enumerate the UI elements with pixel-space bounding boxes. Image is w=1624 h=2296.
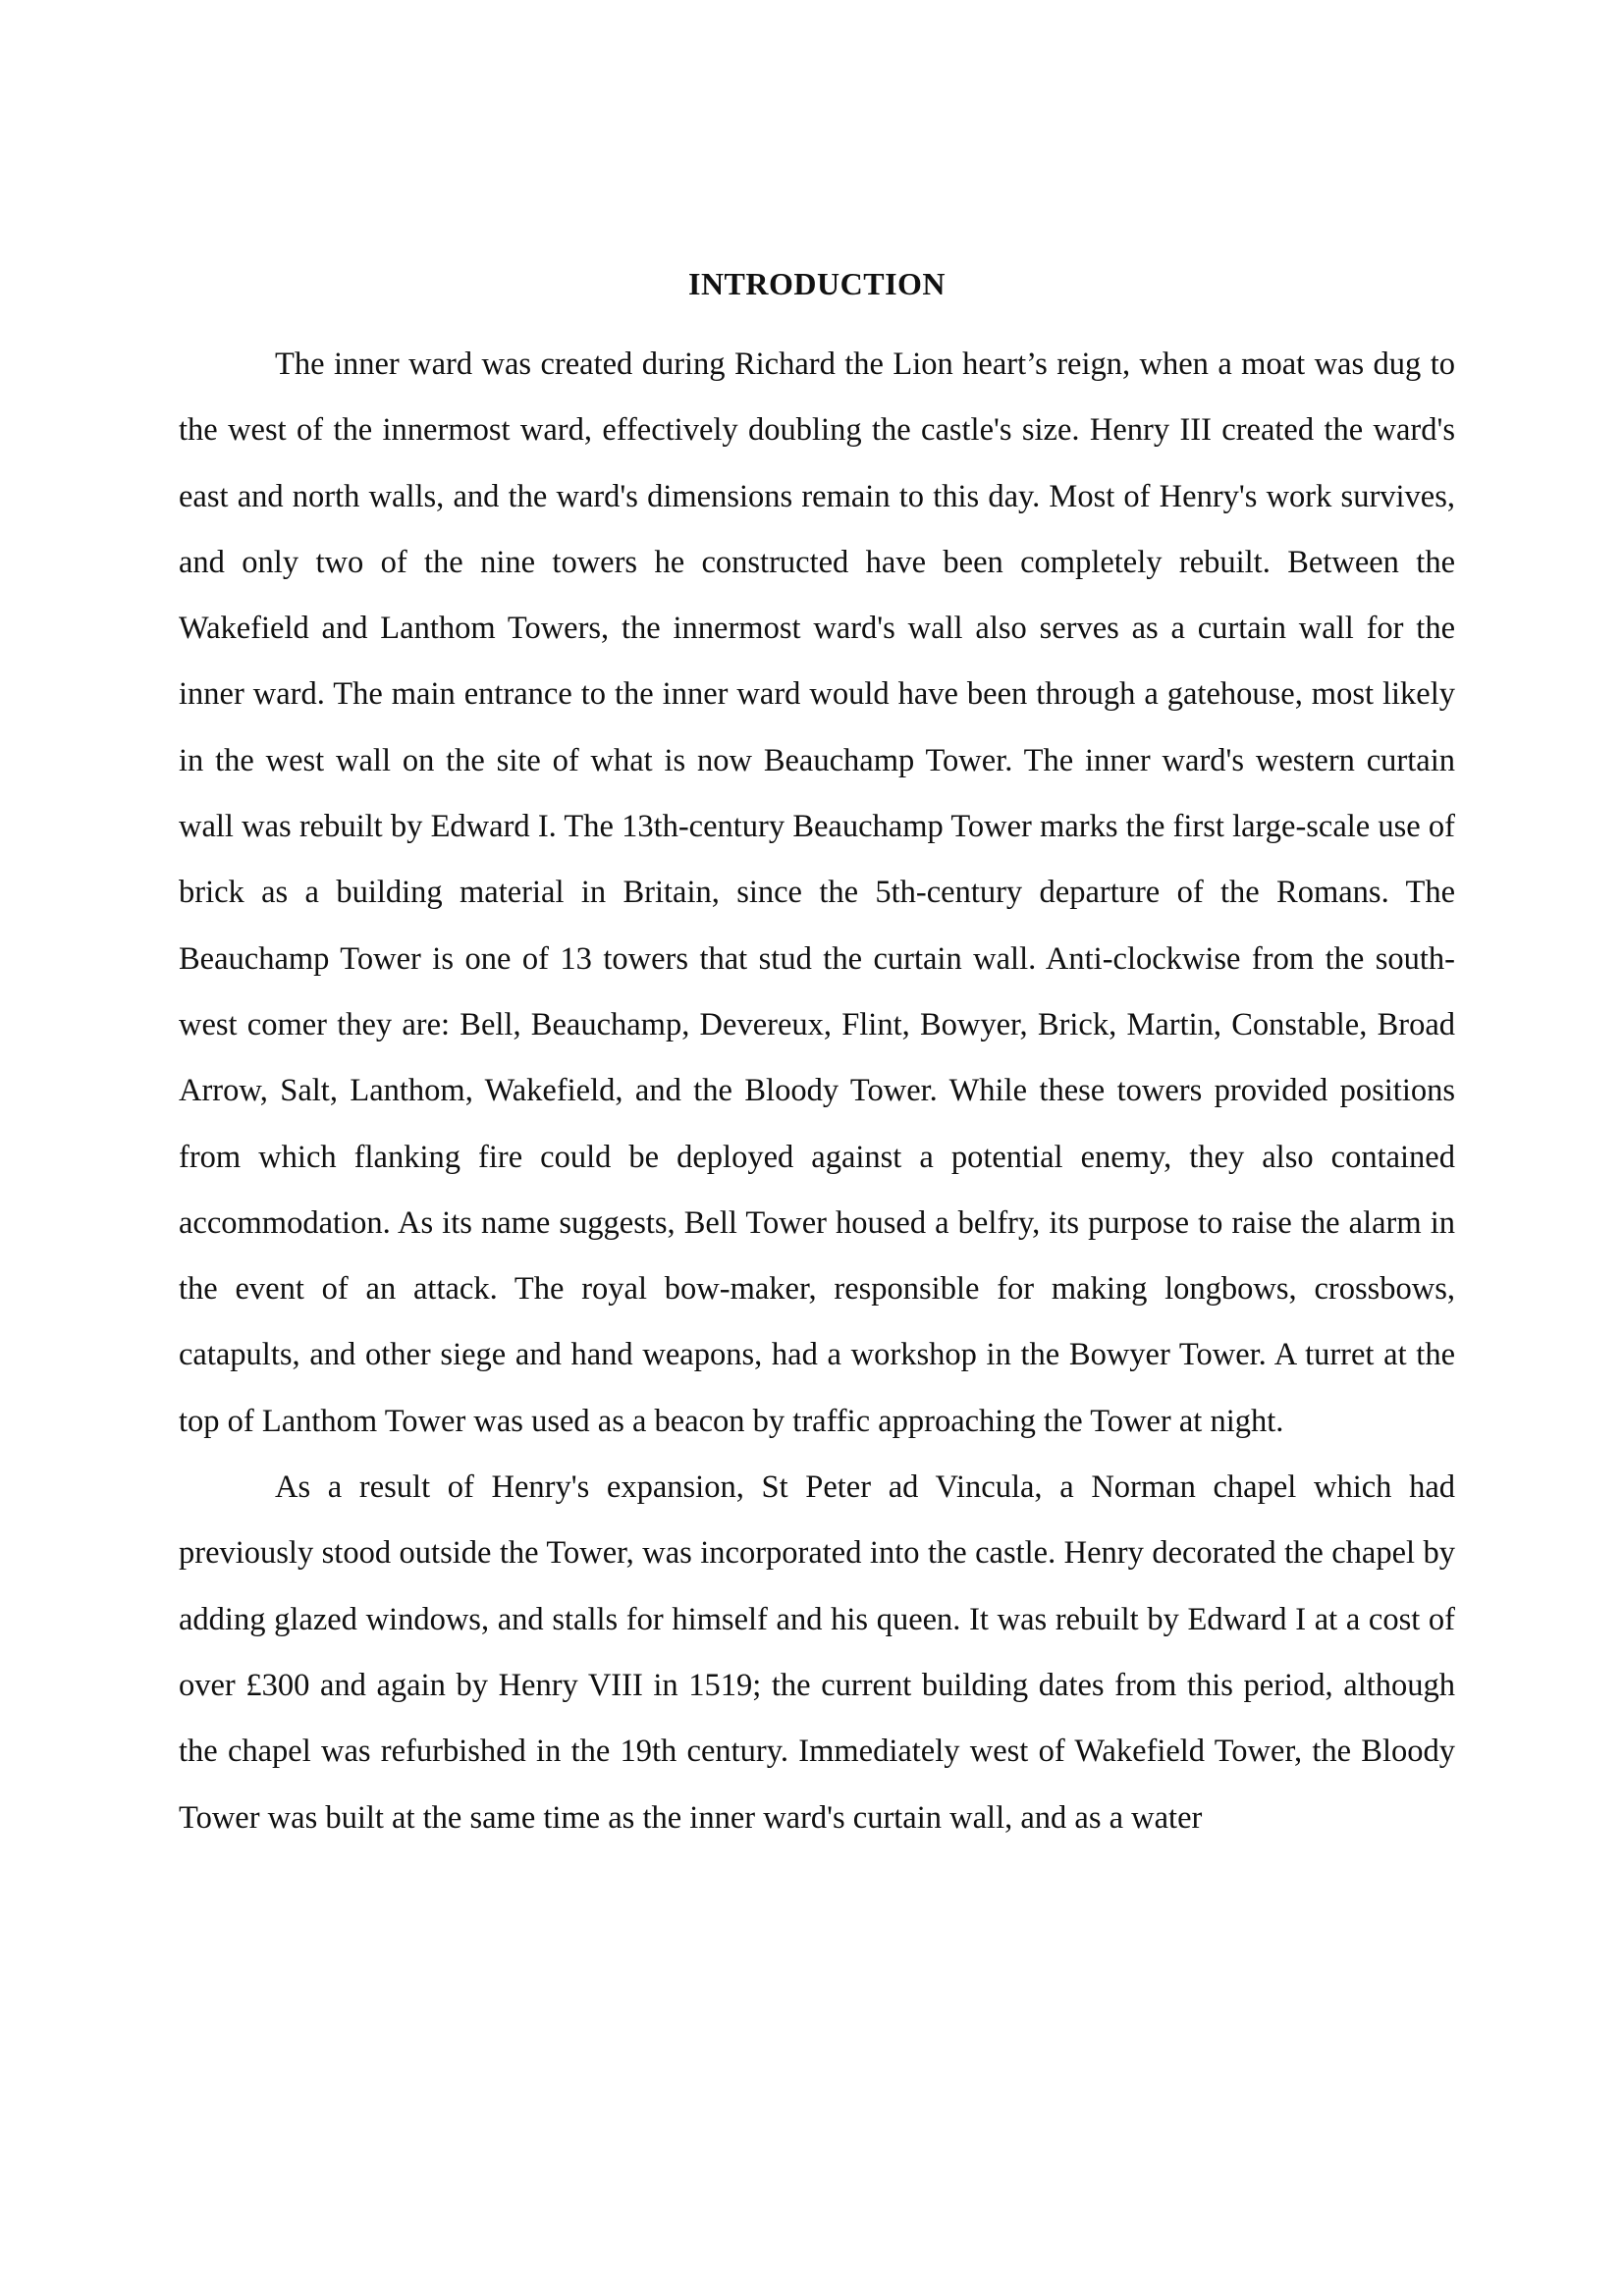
paragraph-1: The inner ward was created during Richard the Lion heart’s reign, when a moat was dug to the west of the innermost ward, effectively doubling the castle's size. Henry III created the ward's east and north walls, and the ward's dimensions remain to this day. Most of Henry's work survives, and only two of the nine towers he constructed have been completely rebuilt. Between the Wakefield and Lanthom Towers, the innermost ward's wall also serves as a curtain wall for the inner ward. The main entrance to the inner ward would have been through a gatehouse, most likely in the west wall on the site of what is now Beauchamp Tower. The inner ward's western curtain wall was rebuilt by Edward I. The 13th-century Beauchamp Tower marks the first large-scale use of brick as a building material in Britain, since the 5th-century departure of the Romans. The Beauchamp Tower is one of 13 towers that stud the curtain wall. Anti-clockwise from the south-west comer they are: Bell, Beauchamp, Devereux, Flint, Bowyer, Brick, Martin, Constable, Broad Arrow, Salt, Lanthom, Wakefield, and the Bloody Tower. While these towers provided positions from which flanking fire could be deployed against a potential enemy, they also contained accommodation. As its name suggests, Bell Tower housed a belfry, its purpose to raise the alarm in the event of an attack. The royal bow-maker, responsible for making longbows, crossbows, catapults, and other siege and hand weapons, had a workshop in the Bowyer Tower. A turret at the top of Lanthom Tower was used as a beacon by traffic approaching the Tower at night. <box>179 347 1455 1439</box>
document-body <box>179 257 1455 1851</box>
paragraph-2: As a result of Henry's expansion, St Peter ad Vincula, a Norman chapel which had previously stood outside the Tower, was incorporated into the castle. Henry decorated the chapel by adding glazed windows, and stalls for himself and his queen. It was rebuilt by Edward I at a cost of over £300 and again by Henry VIII in 1519; the current building dates from this period, although the chapel was refurbished in the 19th century. Immediately west of Wakefield Tower, the Bloody Tower was built at the same time as the inner ward's curtain wall, and as a water <box>179 1469 1455 1836</box>
page-title: INTRODUCTION <box>687 266 947 301</box>
